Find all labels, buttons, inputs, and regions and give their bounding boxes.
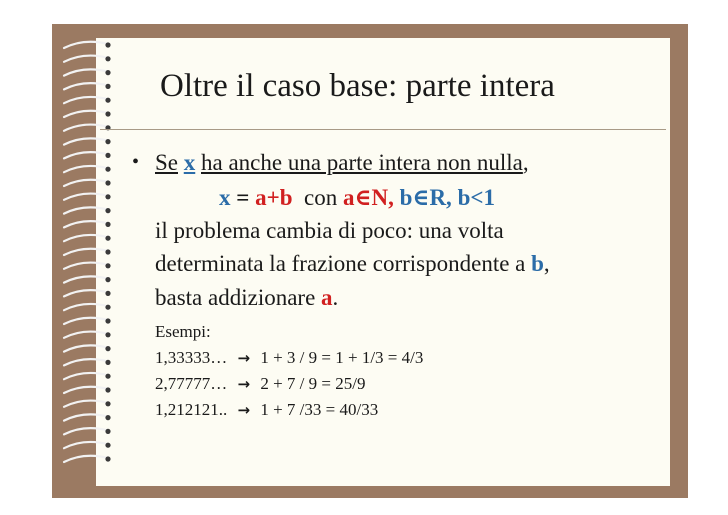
binding-ring bbox=[64, 42, 108, 48]
binding-ring bbox=[64, 373, 108, 379]
binding-ring bbox=[64, 138, 108, 144]
binding-hole bbox=[105, 263, 110, 268]
examples-heading: Esempi: bbox=[155, 322, 211, 341]
binding-hole bbox=[105, 456, 110, 461]
binding-hole bbox=[105, 443, 110, 448]
binding-hole bbox=[105, 360, 110, 365]
binding-hole bbox=[105, 167, 110, 172]
binding-ring bbox=[64, 359, 108, 365]
binding-ring bbox=[64, 56, 108, 62]
arrow-right-icon: → bbox=[237, 349, 251, 367]
binding-ring bbox=[64, 194, 108, 200]
binding-ring bbox=[64, 276, 108, 282]
binding-ring bbox=[64, 456, 108, 462]
binding-hole bbox=[105, 111, 110, 116]
binding-hole bbox=[105, 415, 110, 420]
binding-hole bbox=[105, 346, 110, 351]
example-row: 2,77777… → 2 + 7 / 9 = 25/9 bbox=[155, 374, 366, 393]
binding-hole bbox=[105, 277, 110, 282]
statement-line-3: il problema cambia di poco: una volta bbox=[155, 218, 504, 243]
binding-hole bbox=[105, 387, 110, 392]
binding-hole bbox=[105, 374, 110, 379]
arrow-right-icon: → bbox=[237, 375, 251, 393]
example-row: 1,212121.. → 1 + 7 /33 = 40/33 bbox=[155, 400, 379, 419]
binding-ring bbox=[64, 97, 108, 103]
statement-line-5: basta addizionare a. bbox=[155, 285, 339, 310]
binding-ring bbox=[64, 345, 108, 351]
title-divider bbox=[100, 129, 666, 130]
statement-line-4: determinata la frazione corrispondente a b, bbox=[155, 251, 550, 276]
binding-hole bbox=[105, 208, 110, 213]
binding-hole bbox=[105, 98, 110, 103]
binding-ring bbox=[64, 290, 108, 296]
binding-hole bbox=[105, 305, 110, 310]
binding-ring bbox=[64, 263, 108, 269]
binding-ring bbox=[64, 235, 108, 241]
slide-title: Oltre il caso base: parte intera bbox=[160, 68, 555, 104]
binding-ring bbox=[64, 387, 108, 393]
statement-line-1: Se x ha anche una parte intera non nulla, bbox=[155, 150, 529, 175]
binding-ring bbox=[64, 401, 108, 407]
example-row: 1,33333… → 1 + 3 / 9 = 1 + 1/3 = 4/3 bbox=[155, 348, 424, 367]
binding-ring bbox=[64, 166, 108, 172]
binding-ring bbox=[64, 221, 108, 227]
binding-hole bbox=[105, 291, 110, 296]
binding-ring bbox=[64, 152, 108, 158]
binding-ring bbox=[64, 414, 108, 420]
binding-hole bbox=[105, 70, 110, 75]
binding-hole bbox=[105, 429, 110, 434]
binding-ring bbox=[64, 318, 108, 324]
spiral-binding-icon bbox=[58, 36, 122, 466]
binding-ring bbox=[64, 428, 108, 434]
binding-hole bbox=[105, 318, 110, 323]
binding-hole bbox=[105, 249, 110, 254]
binding-hole bbox=[105, 236, 110, 241]
binding-ring bbox=[64, 332, 108, 338]
binding-hole bbox=[105, 84, 110, 89]
binding-ring bbox=[64, 180, 108, 186]
binding-hole bbox=[105, 222, 110, 227]
binding-ring bbox=[64, 83, 108, 89]
binding-ring bbox=[64, 69, 108, 75]
binding-hole bbox=[105, 139, 110, 144]
bullet-icon: • bbox=[132, 151, 140, 173]
binding-hole bbox=[105, 42, 110, 47]
binding-ring bbox=[64, 442, 108, 448]
binding-hole bbox=[105, 180, 110, 185]
binding-hole bbox=[105, 56, 110, 61]
binding-ring bbox=[64, 304, 108, 310]
binding-hole bbox=[105, 194, 110, 199]
binding-hole bbox=[105, 332, 110, 337]
binding-hole bbox=[105, 401, 110, 406]
arrow-right-icon: → bbox=[237, 401, 251, 419]
binding-ring bbox=[64, 111, 108, 117]
binding-ring bbox=[64, 207, 108, 213]
formula-line: x = a+b con a∈N, b∈R, b<1 bbox=[219, 185, 495, 210]
binding-ring bbox=[64, 249, 108, 255]
binding-hole bbox=[105, 153, 110, 158]
